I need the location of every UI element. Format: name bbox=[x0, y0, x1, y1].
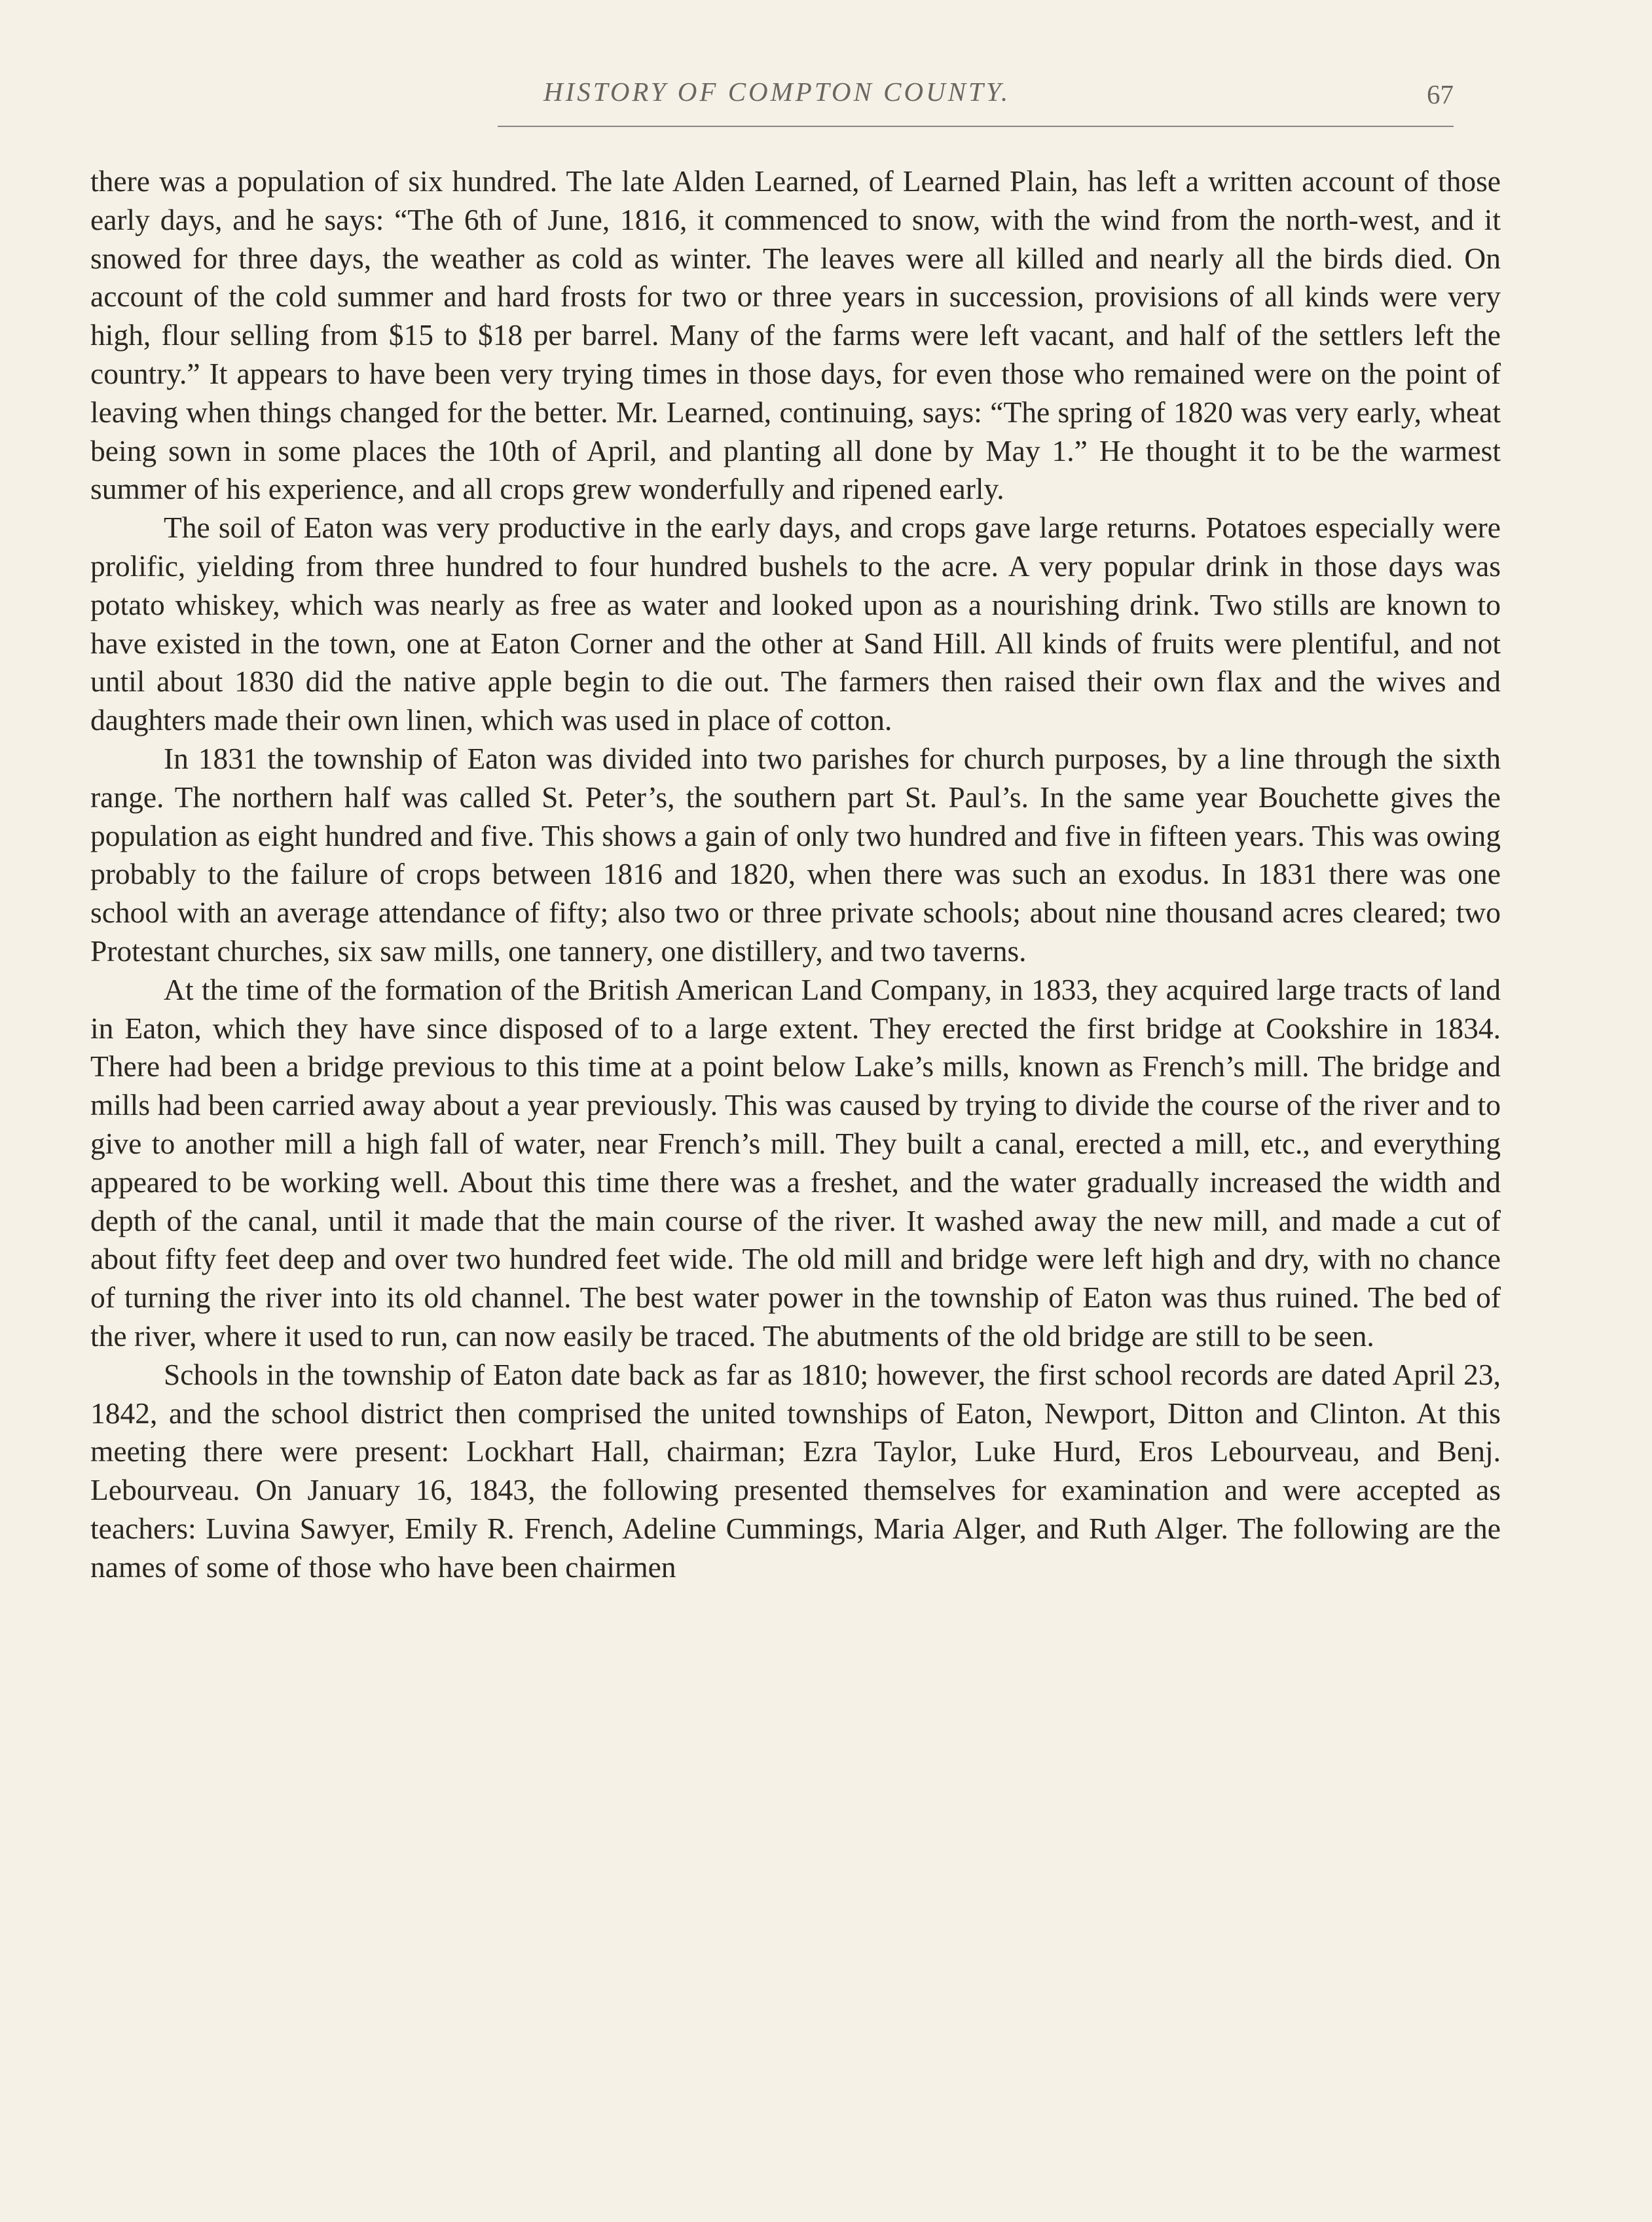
header-rule bbox=[498, 126, 1454, 127]
paragraph-5: Schools in the township of Eaton date back as far as 1810; however, the first school records are dated April 23, 1842, and the school district then comprised the united townships of Eaton, Newport, Ditton and Clinton. At this meeting there were present: Lockhart Hall, chairman; Ezra Taylor, Luke Hurd, Eros Lebourveau, and Benj. Lebourveau. On January 16, 1843, the following presented themselves for examination and were accepted as teachers: Luvina Sawyer, Emily R. French, Adeline Cummings, Maria Alger, and Ruth Alger. The following are the names of some of those who have been chairmen bbox=[90, 1357, 1501, 1584]
running-header bbox=[498, 73, 1454, 126]
page-number: 67 bbox=[1427, 79, 1454, 109]
running-title: HISTORY OF COMPTON COUNTY. bbox=[543, 77, 1011, 107]
paragraph-3: In 1831 the township of Eaton was divided into two parishes for church purposes, by a line through the sixth range. The northern half was called St. Peter’s, the southern part St. Paul’s. In the same year Bouchette gives the population as eight hundred and five. This shows a gain of only two hundred and five in fifteen years. This was owing probably to the failure of crops between 1816 and 1820, when there was such an exodus. In 1831 there was one school with an average attendance of fifty; also two or three private schools; about nine thousand acres cleared; two Protestant churches, six saw mills, one tannery, one distillery, and two taverns. bbox=[90, 741, 1501, 968]
body-text bbox=[90, 162, 1501, 1586]
paragraph-2: The soil of Eaton was very productive in the early days, and crops gave large returns. Potatoes especially were prolific, yielding from three hundred to four hundred bushels to the acre. A very popular drink in those days was potato whiskey, which was nearly as free as water and looked upon as a nourishing drink. Two stills are known to have existed in the town, one at Eaton Corner and the other at Sand Hill. All kinds of fruits were plentiful, and not until about 1830 did the native apple begin to die out. The farmers then raised their own flax and the wives and daughters made their own linen, which was used in place of cotton. bbox=[90, 511, 1501, 737]
paragraph-1: there was a population of six hundred. The late Alden Learned, of Learned Plain, has left a written account of those early days, and he says: “The 6th of June, 1816, it commenced to snow, with the wind from the north-west, and it snowed for three days, the weather as cold as winter. The leaves were all killed and nearly all the birds died. On account of the cold summer and hard frosts for two or three years in succession, provisions of all kinds were very high, flour selling from $15 to $18 per barrel. Many of the farms were left vacant, and half of the settlers left the country.” It appears to have been very trying times in those days, for even those who remained were on the point of leaving when things changed for the better. Mr. Learned, continuing, says: “The spring of 1820 was very early, wheat being sown in some places the 10th of April, and planting all done by May 1.” He thought it to be the warmest summer of his experience, and all crops grew wonderfully and ripened early. bbox=[90, 164, 1501, 506]
paragraph-4: At the time of the formation of the British American Land Company, in 1833, they acquired large tracts of land in Eaton, which they have since disposed of to a large extent. They erected the first bridge at Cookshire in 1834. There had been a bridge previous to this time at a point below Lake’s mills, known as French’s mill. The bridge and mills had been carried away about a year previously. This was caused by trying to divide the course of the river and to give to another mill a high fall of water, near French’s mill. They built a canal, erected a mill, etc., and everything appeared to be working well. About this time there was a freshet, and the water gradually increased the width and depth of the canal, until it made that the main course of the river. It washed away the new mill, and made a cut of about fifty feet deep and over two hundred feet wide. The old mill and bridge were left high and dry, with no chance of turning the river into its old channel. The best water power in the township of Eaton was thus ruined. The bed of the river, where it used to run, can now easily be traced. The abutments of the old bridge are still to be seen. bbox=[90, 972, 1501, 1353]
